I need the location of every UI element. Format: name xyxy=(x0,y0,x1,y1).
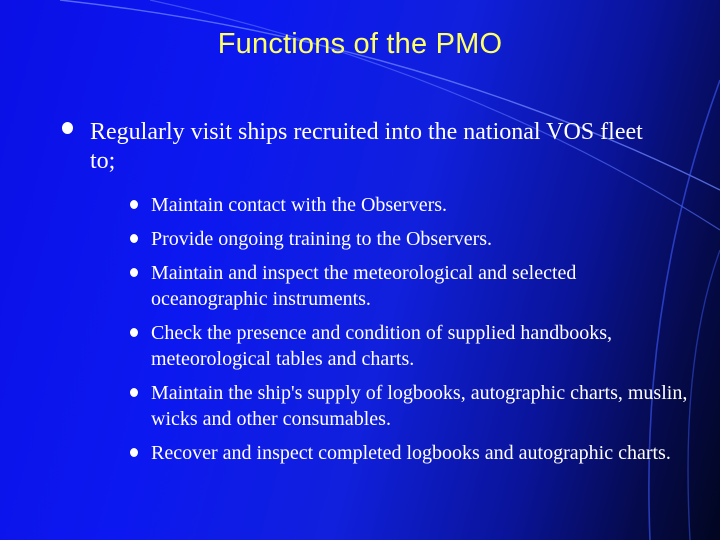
list-item xyxy=(130,192,690,218)
decorative-arc-4 xyxy=(688,250,720,540)
sub-bullet-text: Check the presence and condition of supplied handbooks, meteorological tables and charts. xyxy=(151,322,612,370)
sub-bullet-list xyxy=(130,192,690,474)
bullet-dot-icon xyxy=(130,200,138,209)
sub-bullet-text: Recover and inspect completed logbooks and autographic charts. xyxy=(151,442,671,464)
main-bullet-text: Regularly visit ships recruited into the national VOS fleet to; xyxy=(90,119,643,174)
page-title: Functions of the PMO xyxy=(217,28,503,60)
bullet-dot-icon xyxy=(62,122,73,134)
list-item xyxy=(130,260,690,312)
list-item xyxy=(130,440,690,466)
sub-bullet-text: Provide ongoing training to the Observers. xyxy=(151,228,493,250)
bullet-dot-icon xyxy=(130,268,138,277)
bullet-dot-icon xyxy=(130,234,138,243)
sub-bullet-text: Maintain and inspect the meteorological and selected oceanographic instruments. xyxy=(151,262,577,310)
bullet-dot-icon xyxy=(130,448,138,457)
sub-bullet-text: Maintain contact with the Observers. xyxy=(151,194,448,216)
list-item xyxy=(130,320,690,372)
bullet-dot-icon xyxy=(130,328,138,337)
bullet-dot-icon xyxy=(130,388,138,397)
sub-bullet-text: Maintain the ship's supply of logbooks, autographic charts, muslin, wicks and other consumables. xyxy=(151,382,688,430)
list-item xyxy=(130,380,690,432)
list-item xyxy=(130,226,690,252)
